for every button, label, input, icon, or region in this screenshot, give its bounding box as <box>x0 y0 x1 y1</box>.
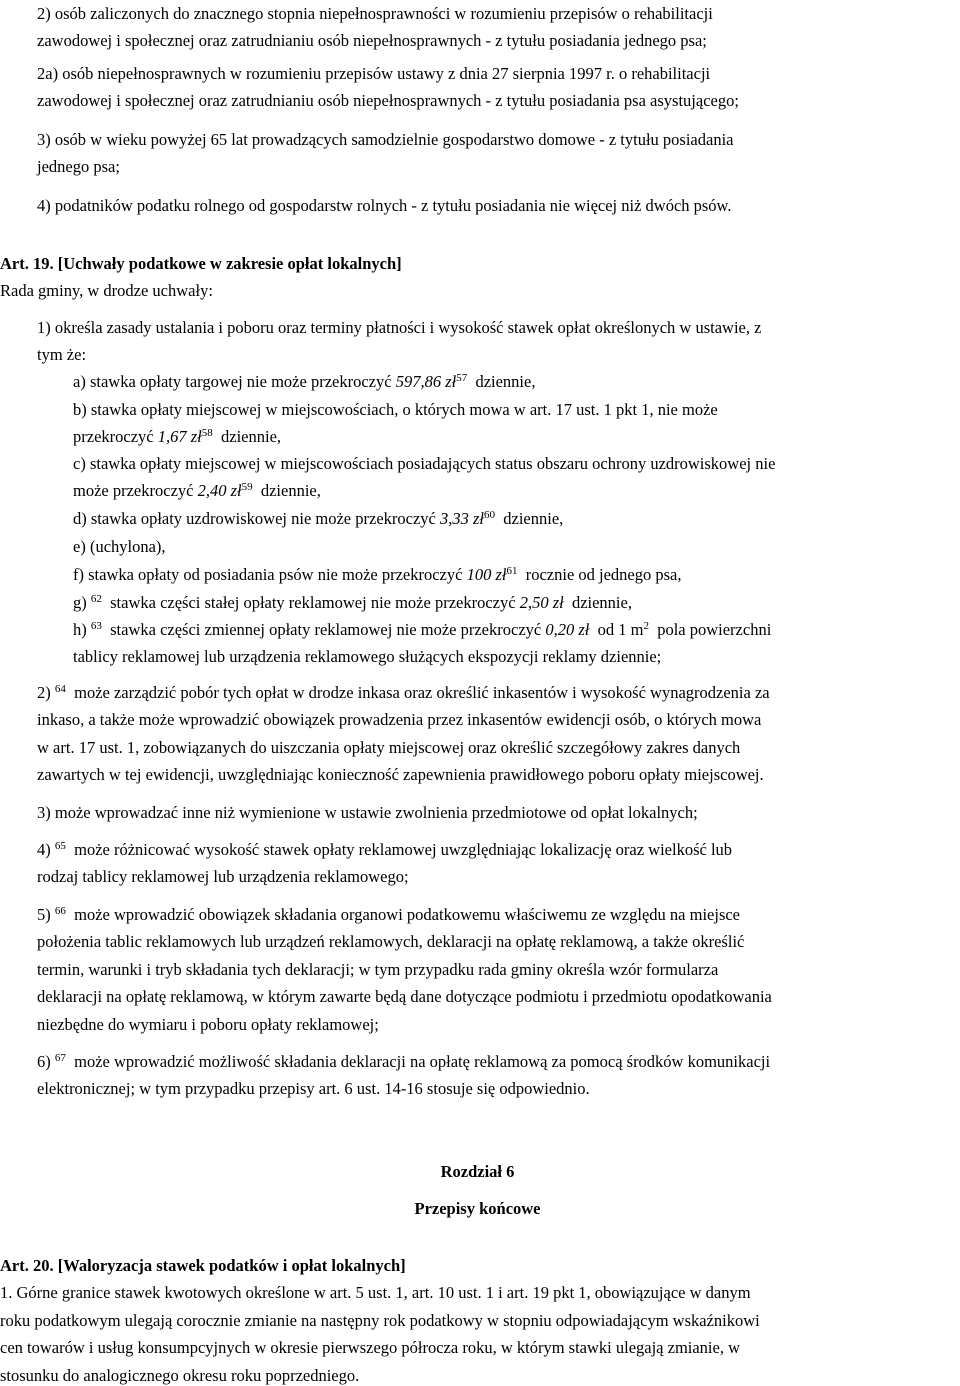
footnote-ref: 66 <box>54 905 66 917</box>
point-3 <box>37 799 955 826</box>
sub-point-h <box>73 616 955 671</box>
article-intro: Rada gminy, w drodze uchwały: <box>0 281 213 301</box>
text-span: dziennie, <box>495 509 564 528</box>
text-line: rodzaj tablicy reklamowej lub urządzenia reklamowego; <box>37 867 409 887</box>
text-span: 4) <box>37 840 55 859</box>
footnote-ref: 58 <box>201 427 213 440</box>
text-line: położenia tablic reklamowych lub urządzeń reklamowych, deklaracji na opłatę reklamową, a także określić <box>37 932 745 952</box>
chapter-subheading <box>0 1195 955 1222</box>
text-span: może przekroczyć <box>73 481 198 501</box>
sub-point-f <box>73 561 955 588</box>
text-line: 1. Górne granice stawek kwotowych określone w art. 5 ust. 1, art. 10 ust. 1 i art. 19 pkt 1, obowiązujące w danym <box>0 1283 751 1303</box>
text-line: stosunku do analogicznego okresu roku poprzedniego. <box>0 1365 360 1385</box>
text-line: 2) osób zaliczonych do znacznego stopnia niepełnosprawności w rozumieniu przepisów o rehabilitacji <box>37 4 713 23</box>
text-line: 3) osób w wieku powyżej 65 lat prowadzących samodzielnie gospodarstwo domowe - z tytułu posiadania <box>37 130 734 149</box>
text-line: niezbędne do wymiaru i poboru opłaty reklamowej; <box>37 1014 379 1034</box>
text-span: pola powierzchni <box>648 620 772 639</box>
footnote-ref: 59 <box>241 481 253 494</box>
text-span: może wprowadzić możliwość składania deklaracji na opłatę reklamową za pomocą środków komunikacji <box>65 1052 771 1071</box>
text-line: elektronicznej; w tym przypadku przepisy art. 6 ust. 14-16 stosuje się odpowiednio. <box>37 1079 590 1099</box>
chapter-title: Rozdział 6 <box>440 1162 515 1181</box>
amount: 0,20 zł <box>545 620 590 639</box>
article-heading: Art. 19. [Uchwały podatkowe w zakresie opłat lokalnych] <box>0 254 402 273</box>
text-span: stawka części zmiennej opłaty reklamowej nie może przekroczyć <box>101 620 546 639</box>
text-line: zawodowej i społecznej oraz zatrudnianiu osób niepełnosprawnych - z tytułu posiadania psa asystującego; <box>37 91 739 111</box>
text-line: 4) podatników podatku rolnego od gospodarstw rolnych - z tytułu posiadania nie więcej niż dwóch psów. <box>37 196 732 215</box>
footnote-ref: 64 <box>54 683 66 695</box>
sub-point-d <box>73 505 955 532</box>
text-line: roku podatkowym ulegają corocznie zmianie na następny rok podatkowy w stopniu odpowiadającym wskaźnikowi <box>0 1310 760 1330</box>
footnote-ref: 65 <box>54 840 66 852</box>
text-span: od 1 m <box>589 620 644 639</box>
text-line: b) stawka opłaty miejscowej w miejscowościach, o których mowa w art. 17 ust. 1 pkt 1, nie może <box>73 400 718 419</box>
sub-point-e <box>73 533 955 560</box>
amount: 3,33 zł <box>440 509 485 528</box>
point-1 <box>37 314 955 369</box>
footnote-ref: 2 <box>643 620 649 632</box>
text-line: 1) określa zasady ustalania i poboru oraz terminy płatności i wysokość stawek opłat określonych w ustawie, z <box>37 318 762 337</box>
text-line: cen towarów i usług konsumpcyjnych w okresie pierwszego półrocza roku, w którym stawki ulegają zmianie, w <box>0 1338 741 1358</box>
text-span: rocznie od jednego psa, <box>517 565 682 584</box>
point-5 <box>37 901 955 1038</box>
text-line: jednego psa; <box>37 157 120 177</box>
text-span: dziennie, <box>467 372 536 391</box>
text-span: dziennie, <box>212 427 282 447</box>
text-span: dziennie, <box>252 481 321 501</box>
article-heading: Art. 20. [Waloryzacja stawek podatków i opłat lokalnych] <box>0 1256 406 1275</box>
sub-point-a <box>73 368 955 395</box>
text-line: c) stawka opłaty miejscowej w miejscowościach posiadających status obszaru ochrony uzdrowiskowej nie <box>73 454 776 473</box>
sub-point-b <box>73 396 955 451</box>
text-span: a) stawka opłaty targowej nie może przekroczyć <box>73 372 396 391</box>
text-line: zawodowej i społecznej oraz zatrudnianiu osób niepełnosprawnych - z tytułu posiadania jednego psa; <box>37 31 707 51</box>
text-line: e) (uchylona), <box>73 537 166 556</box>
amount: 2,40 zł <box>197 481 242 501</box>
text-line: tym że: <box>37 345 87 365</box>
list-item <box>37 192 955 219</box>
text-span: g) <box>73 593 91 612</box>
list-item <box>37 0 955 55</box>
footnote-ref: 63 <box>90 620 102 632</box>
footnote-ref: 62 <box>90 593 102 605</box>
article-19 <box>0 250 955 305</box>
text-line: tablicy reklamowej lub urządzenia reklamowego służących ekspozycji reklamy dziennie; <box>73 647 662 667</box>
text-span: d) stawka opłaty uzdrowiskowej nie może przekroczyć <box>73 509 440 528</box>
text-span: 6) <box>37 1052 55 1071</box>
footnote-ref: 57 <box>456 372 468 384</box>
text-line: inkaso, a także może wprowadzić obowiązek prowadzenia przez inkasentów ewidencji osób, o których mowa <box>37 710 762 730</box>
list-item <box>37 60 955 115</box>
text-span: 5) <box>37 905 55 924</box>
list-item <box>37 126 955 181</box>
point-4 <box>37 836 955 891</box>
article-20 <box>0 1252 955 1386</box>
text-span: przekroczyć <box>73 427 158 447</box>
text-span: może wprowadzić obowiązek składania organowi podatkowemu właściwemu ze względu na miejsce <box>65 905 741 924</box>
footnote-ref: 67 <box>54 1052 66 1064</box>
text-span: dziennie, <box>563 593 632 612</box>
sub-point-c <box>73 450 955 505</box>
amount: 2,50 zł <box>519 593 564 612</box>
amount: 597,86 zł <box>395 372 457 391</box>
text-span: stawka części stałej opłaty reklamowej nie może przekroczyć <box>101 593 520 612</box>
text-line: w art. 17 ust. 1, zobowiązanych do uiszczania opłaty miejscowej oraz określić szczegółowy zakres danych <box>37 737 741 757</box>
text-line: termin, warunki i tryb składania tych deklaracji; w tym przypadku rada gminy określa wzór formularza <box>37 959 719 979</box>
text-line: 3) może wprowadzać inne niż wymienione w ustawie zwolnienia przedmiotowe od opłat lokalnych; <box>37 803 698 822</box>
text-span: f) stawka opłaty od posiadania psów nie może przekroczyć <box>73 565 467 584</box>
text-line: zawartych w tej ewidencji, uwzględniając konieczność zapewnienia prawidłowego poboru opłaty miejscowej. <box>37 765 764 785</box>
footnote-ref: 61 <box>506 565 518 577</box>
sub-point-g <box>73 589 955 616</box>
text-span: może zarządzić pobór tych opłat w drodze inkasa oraz określić inkasentów i wysokość wynagrodzenia za <box>65 683 770 702</box>
text-span: może różnicować wysokość stawek opłaty reklamowej uwzględniając lokalizację oraz wielkość lub <box>65 840 733 859</box>
amount: 100 zł <box>466 565 507 584</box>
point-2 <box>37 679 955 789</box>
point-6 <box>37 1048 955 1103</box>
chapter-heading <box>0 1158 955 1185</box>
amount: 1,67 zł <box>157 427 202 447</box>
chapter-subtitle: Przepisy końcowe <box>414 1199 541 1218</box>
text-line: deklaracji na opłatę reklamową, w którym zawarte będą dane dotyczące podmiotu i przedmiotu opodatkowania <box>37 987 772 1007</box>
text-span: 2) <box>37 683 55 702</box>
footnote-ref: 60 <box>484 509 496 521</box>
text-span: h) <box>73 620 91 639</box>
text-line: 2a) osób niepełnosprawnych w rozumieniu przepisów ustawy z dnia 27 sierpnia 1997 r. o rehabilitacji <box>37 64 711 83</box>
